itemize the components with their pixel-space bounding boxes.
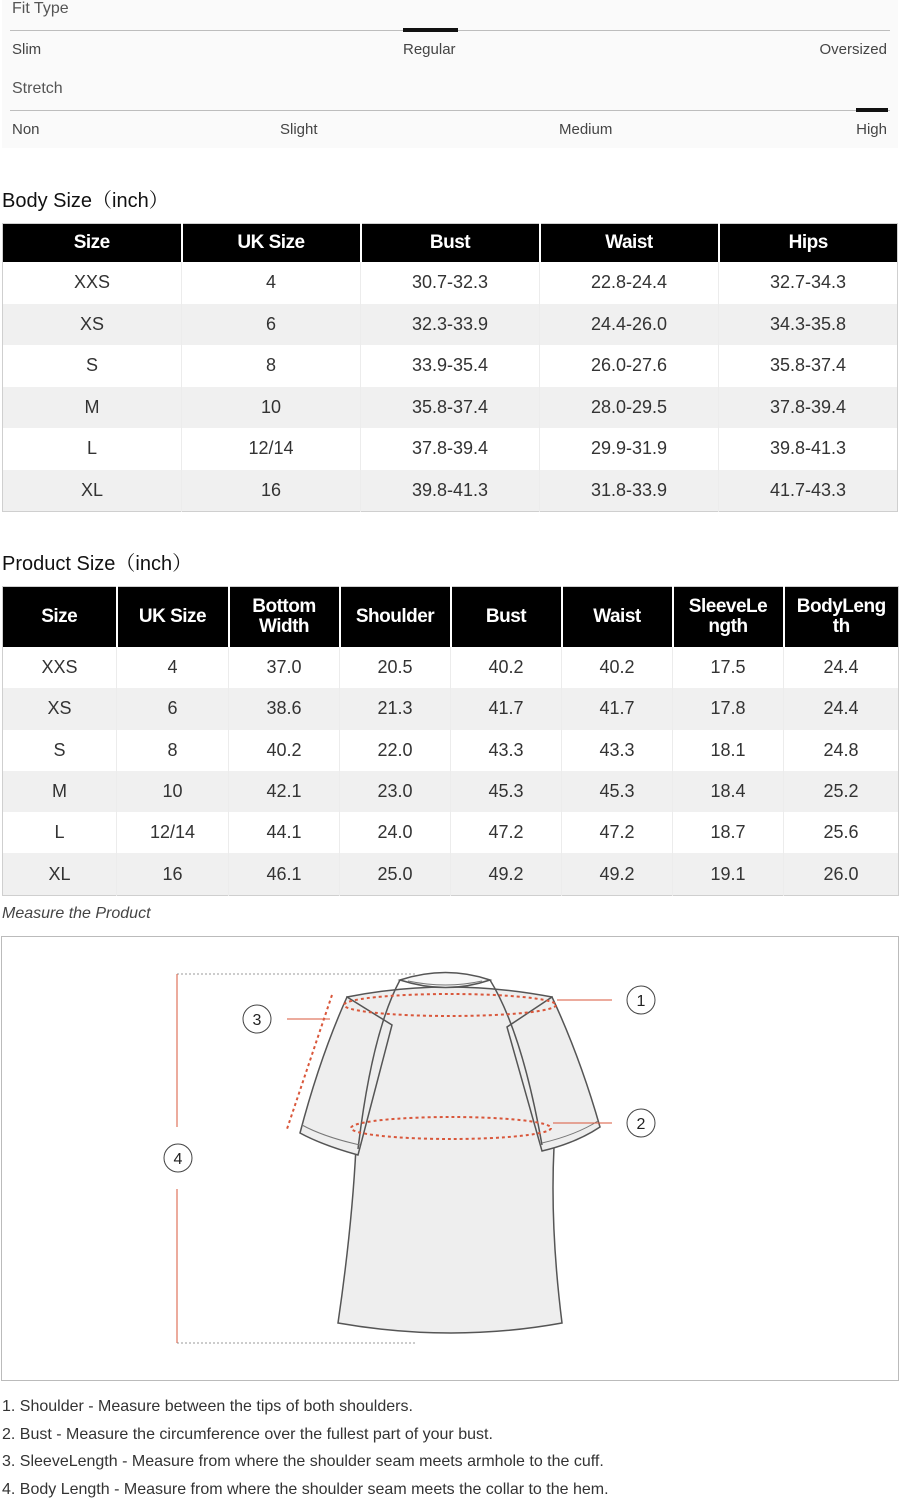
svg-text:1: 1	[636, 993, 646, 1010]
table-cell: 43.3	[562, 730, 673, 771]
stretch-title: Stretch	[12, 80, 63, 97]
table-cell: 17.5	[673, 647, 784, 688]
table-cell: 47.2	[451, 812, 562, 853]
table-cell: 37.8-39.4	[719, 387, 898, 429]
table-cell: 4	[117, 647, 229, 688]
table-cell: 31.8-33.9	[540, 470, 719, 512]
table-cell: XXS	[41, 657, 78, 678]
table-cell: 25.2	[784, 771, 899, 812]
note-bust: 2. Bust - Measure the circumference over the fullest part of your bust.	[2, 1425, 493, 1443]
table-cell: 8	[117, 730, 229, 771]
callout-4	[164, 1144, 192, 1172]
table-cell: 39.8-41.3	[361, 470, 540, 512]
table-header-row	[3, 224, 898, 263]
table-row	[3, 730, 899, 771]
table-row	[3, 688, 899, 729]
table-cell: M	[3, 387, 182, 429]
tshirt-measure-diagram	[2, 937, 898, 1380]
fit-type-label-regular: Regular	[403, 41, 456, 58]
svg-text:4: 4	[173, 1151, 183, 1168]
stretch-label-high: High	[856, 121, 887, 138]
stretch-selected-marker	[856, 108, 888, 112]
table-row	[3, 304, 898, 346]
table-cell: 24.8	[784, 730, 899, 771]
table-row	[3, 387, 898, 429]
table-cell: XXS	[73, 272, 111, 293]
product-size-heading: Product Size（inch）	[2, 553, 193, 575]
column-header: UK Size	[182, 224, 361, 263]
table-cell: 6	[117, 688, 229, 729]
stretch-label-non: Non	[12, 121, 40, 138]
table-cell: 25.6	[784, 812, 899, 853]
table-cell: 37.8-39.4	[361, 428, 540, 470]
measure-figure	[1, 936, 899, 1381]
stretch-track	[10, 110, 890, 111]
table-row	[3, 262, 898, 304]
table-cell: 10	[182, 387, 361, 429]
column-header: Size	[3, 587, 117, 648]
table-cell: 8	[182, 345, 361, 387]
table-cell: XS	[3, 688, 117, 729]
table-cell: 18.1	[673, 730, 784, 771]
table-cell: 49.2	[562, 853, 673, 895]
table-cell: 45.3	[562, 771, 673, 812]
table-cell: 29.9-31.9	[540, 428, 719, 470]
table-cell: 41.7	[451, 688, 562, 729]
table-cell: 24.4	[784, 647, 899, 688]
table-row	[3, 771, 899, 812]
table-cell: 40.2	[229, 730, 340, 771]
table-cell: 4	[182, 262, 361, 304]
table-cell: 44.1	[229, 812, 340, 853]
callout-2	[627, 1109, 655, 1137]
table-cell: 47.2	[562, 812, 673, 853]
table-cell: 12/14	[182, 428, 361, 470]
table-row	[3, 812, 899, 853]
body-size-table	[2, 223, 898, 512]
table-cell: 6	[182, 304, 361, 346]
table-cell: 34.3-35.8	[719, 304, 898, 346]
column-header: Size	[3, 224, 182, 263]
column-header: SleeveLength	[673, 587, 784, 648]
table-cell: 18.7	[673, 812, 784, 853]
fit-panel	[2, 0, 898, 148]
column-header: BodyLength	[784, 587, 899, 648]
table-cell: 37.0	[229, 647, 340, 688]
table-cell: 23.0	[340, 771, 451, 812]
table-cell: S	[53, 739, 66, 760]
table-cell: 18.4	[673, 771, 784, 812]
column-header: Hips	[719, 224, 898, 263]
fit-type-title: Fit Type	[12, 0, 69, 17]
raglan-tshirt-icon	[300, 973, 600, 1334]
table-cell: L	[86, 438, 97, 459]
column-header: UK Size	[117, 587, 229, 648]
fit-type-label-slim: Slim	[12, 41, 42, 58]
table-cell: 46.1	[229, 853, 340, 895]
table-row	[3, 428, 898, 470]
fit-type-label-oversized: Oversized	[819, 41, 887, 58]
table-row	[3, 647, 899, 688]
table-cell: 16	[182, 470, 361, 512]
table-cell: 20.5	[340, 647, 451, 688]
table-cell: 12/14	[117, 812, 229, 853]
table-cell: 16	[117, 853, 229, 895]
table-cell: 17.8	[673, 688, 784, 729]
table-cell: 32.3-33.9	[361, 304, 540, 346]
table-cell: L	[54, 822, 65, 843]
stretch-label-medium: Medium	[559, 121, 613, 138]
stretch-label-slight: Slight	[280, 121, 318, 138]
table-cell: 45.3	[451, 771, 562, 812]
table-cell: 35.8-37.4	[361, 387, 540, 429]
table-cell: 19.1	[673, 853, 784, 895]
table-cell: 38.6	[229, 688, 340, 729]
table-cell: 30.7-32.3	[361, 262, 540, 304]
column-header: Waist	[540, 224, 719, 263]
table-row	[3, 345, 898, 387]
table-cell: 43.3	[451, 730, 562, 771]
table-cell: 41.7	[562, 688, 673, 729]
table-cell: XL	[3, 470, 182, 512]
product-size-table	[2, 586, 899, 896]
table-cell: 42.1	[229, 771, 340, 812]
note-sleeve-length: 3. SleeveLength - Measure from where the shoulder seam meets armhole to the cuff.	[2, 1453, 604, 1471]
table-cell: 32.7-34.3	[719, 262, 898, 304]
table-cell: 41.7-43.3	[719, 470, 898, 512]
column-header: Bust	[361, 224, 540, 263]
body-size-heading: Body Size（inch）	[2, 190, 169, 212]
table-cell: 26.0	[784, 853, 899, 895]
column-header: Waist	[562, 587, 673, 648]
table-cell: 22.0	[340, 730, 451, 771]
table-cell: 35.8-37.4	[719, 345, 898, 387]
table-cell: XS	[3, 304, 182, 346]
svg-text:3: 3	[252, 1012, 262, 1029]
table-cell: 24.4	[784, 688, 899, 729]
table-cell: M	[3, 771, 117, 812]
column-header: Shoulder	[340, 587, 451, 648]
note-shoulder: 1. Shoulder - Measure between the tips of both shoulders.	[2, 1398, 413, 1415]
table-cell: 24.0	[340, 812, 451, 853]
table-cell: 33.9-35.4	[361, 345, 540, 387]
table-cell: XL	[3, 853, 117, 895]
callout-3	[243, 1005, 271, 1033]
callout-1	[627, 986, 655, 1014]
note-body-length: 4. Body Length - Measure from where the shoulder seam meets the collar to the hem.	[2, 1481, 609, 1499]
column-header: Bust	[451, 587, 562, 648]
table-row	[3, 470, 898, 512]
table-cell: 39.8-41.3	[719, 428, 898, 470]
table-cell: 25.0	[340, 853, 451, 895]
measure-notes	[2, 1393, 892, 1504]
table-cell: 24.4-26.0	[540, 304, 719, 346]
table-cell: 49.2	[451, 853, 562, 895]
table-header-row	[3, 587, 899, 648]
measure-caption: Measure the Product	[2, 905, 151, 922]
table-cell: S	[85, 355, 98, 376]
table-cell: 28.0-29.5	[540, 387, 719, 429]
table-row	[3, 853, 899, 895]
table-cell: 21.3	[340, 688, 451, 729]
table-cell: 10	[117, 771, 229, 812]
table-cell: 40.2	[451, 647, 562, 688]
table-cell: 22.8-24.4	[540, 262, 719, 304]
fit-type-selected-marker	[403, 28, 458, 32]
table-cell: 26.0-27.6	[540, 345, 719, 387]
column-header: Bottom Width	[229, 587, 340, 648]
table-cell: 40.2	[562, 647, 673, 688]
svg-text:2: 2	[636, 1116, 646, 1133]
